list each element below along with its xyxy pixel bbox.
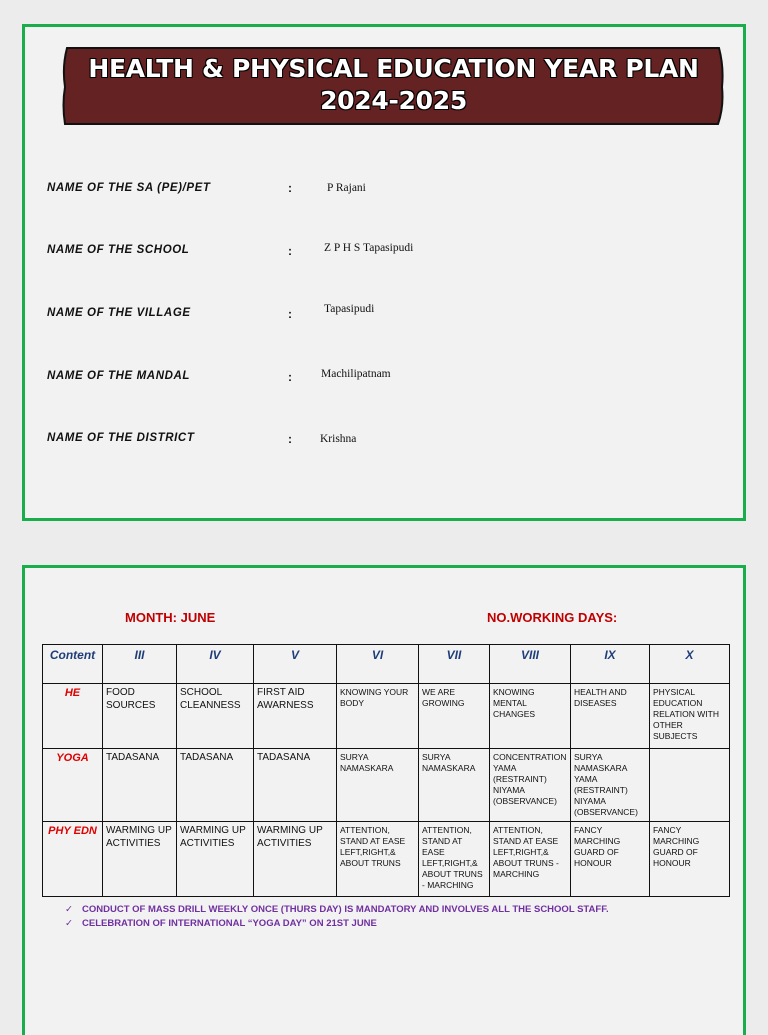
checkmark-icon: ✓ bbox=[65, 918, 73, 929]
header-class: III bbox=[103, 645, 177, 684]
table-cell: FOOD SOURCES bbox=[103, 684, 177, 749]
table-cell: WARMING UP ACTIVITIES bbox=[177, 822, 254, 897]
title-line-2: 2024-2025 bbox=[320, 86, 467, 115]
table-cell: KNOWING YOUR BODY bbox=[337, 684, 419, 749]
month-label: MONTH: JUNE bbox=[125, 610, 216, 625]
field-colon: : bbox=[288, 181, 292, 195]
field-value-school: Z P H S Tapasipudi bbox=[324, 242, 414, 254]
title-banner bbox=[61, 47, 726, 125]
table-cell: SURYA NAMASKARA YAMA (RESTRAINT) NIYAMA (OBSERVANCE) bbox=[571, 749, 650, 822]
year-plan-table bbox=[42, 644, 730, 897]
row-heading-he: HE bbox=[43, 684, 103, 749]
field-colon: : bbox=[288, 370, 292, 384]
table-cell: KNOWING MENTAL CHANGES bbox=[490, 684, 571, 749]
field-colon: : bbox=[288, 432, 292, 446]
note-item bbox=[65, 917, 609, 931]
field-value-district: Krishna bbox=[320, 433, 357, 445]
field-label-pet: NAME OF THE SA (PE)/PET bbox=[47, 182, 211, 194]
field-value-pet: P Rajani bbox=[327, 182, 366, 194]
plan-page bbox=[22, 565, 746, 1035]
row-heading-phy-edn: PHY EDN bbox=[43, 822, 103, 897]
header-content: Content bbox=[43, 645, 103, 684]
table-cell: ATTENTION, STAND AT EASE LEFT,RIGHT,& ABOUT TRUNS bbox=[337, 822, 419, 897]
checkmark-icon: ✓ bbox=[65, 904, 73, 915]
field-colon: : bbox=[288, 244, 292, 258]
table-cell: HEALTH AND DISEASES bbox=[571, 684, 650, 749]
working-days-label: NO.WORKING DAYS: bbox=[487, 610, 618, 625]
table-cell: TADASANA bbox=[254, 749, 337, 822]
table-cell: SURYA NAMASKARA bbox=[337, 749, 419, 822]
table-row-he bbox=[43, 684, 730, 749]
title-line-1: HEALTH & PHYSICAL EDUCATION YEAR PLAN bbox=[88, 54, 699, 83]
field-label-village: NAME OF THE VILLAGE bbox=[47, 307, 191, 319]
table-cell: WE ARE GROWING bbox=[419, 684, 490, 749]
table-header-row bbox=[43, 645, 730, 684]
table-cell: SCHOOL CLEANNESS bbox=[177, 684, 254, 749]
field-value-mandal: Machilipatnam bbox=[321, 368, 391, 380]
page-title bbox=[61, 53, 726, 117]
table-cell: TADASANA bbox=[103, 749, 177, 822]
table-cell: ATTENTION, STAND AT EASE LEFT,RIGHT,& ABOUT TRUNS - MARCHING bbox=[419, 822, 490, 897]
table-cell bbox=[650, 749, 730, 822]
table-cell: PHYSICAL EDUCATION RELATION WITH OTHER SUBJECTS bbox=[650, 684, 730, 749]
field-value-village: Tapasipudi bbox=[324, 303, 375, 315]
table-cell: ATTENTION, STAND AT EASE LEFT,RIGHT,& ABOUT TRUNS - MARCHING bbox=[490, 822, 571, 897]
header-class: VI bbox=[337, 645, 419, 684]
field-label-mandal: NAME OF THE MANDAL bbox=[47, 370, 191, 382]
table-cell: SURYA NAMASKARA bbox=[419, 749, 490, 822]
cover-page bbox=[22, 24, 746, 521]
table-row-phy-edn bbox=[43, 822, 730, 897]
table-row-yoga bbox=[43, 749, 730, 822]
header-class: IV bbox=[177, 645, 254, 684]
table-cell: FANCY MARCHING GUARD OF HONOUR bbox=[571, 822, 650, 897]
table-cell: WARMING UP ACTIVITIES bbox=[254, 822, 337, 897]
table-cell: CONCENTRATION YAMA (RESTRAINT) NIYAMA (OBSERVANCE) bbox=[490, 749, 571, 822]
header-class: VIII bbox=[490, 645, 571, 684]
table-cell: FANCY MARCHING GUARD OF HONOUR bbox=[650, 822, 730, 897]
table-cell: TADASANA bbox=[177, 749, 254, 822]
header-class: IX bbox=[571, 645, 650, 684]
field-colon: : bbox=[288, 307, 292, 321]
row-heading-yoga: YOGA bbox=[43, 749, 103, 822]
header-class: X bbox=[650, 645, 730, 684]
field-label-district: NAME OF THE DISTRICT bbox=[47, 432, 195, 444]
notes-list bbox=[65, 903, 609, 931]
note-text: CELEBRATION OF INTERNATIONAL “YOGA DAY” ON 21ST JUNE bbox=[82, 918, 377, 929]
note-text: CONDUCT OF MASS DRILL WEEKLY ONCE (THURS DAY) IS MANDATORY AND INVOLVES ALL THE SCHOOL STAFF. bbox=[82, 904, 609, 915]
table-cell: WARMING UP ACTIVITIES bbox=[103, 822, 177, 897]
note-item bbox=[65, 903, 609, 917]
header-class: V bbox=[254, 645, 337, 684]
field-label-school: NAME OF THE SCHOOL bbox=[47, 244, 190, 256]
header-class: VII bbox=[419, 645, 490, 684]
table-cell: FIRST AID AWARNESS bbox=[254, 684, 337, 749]
